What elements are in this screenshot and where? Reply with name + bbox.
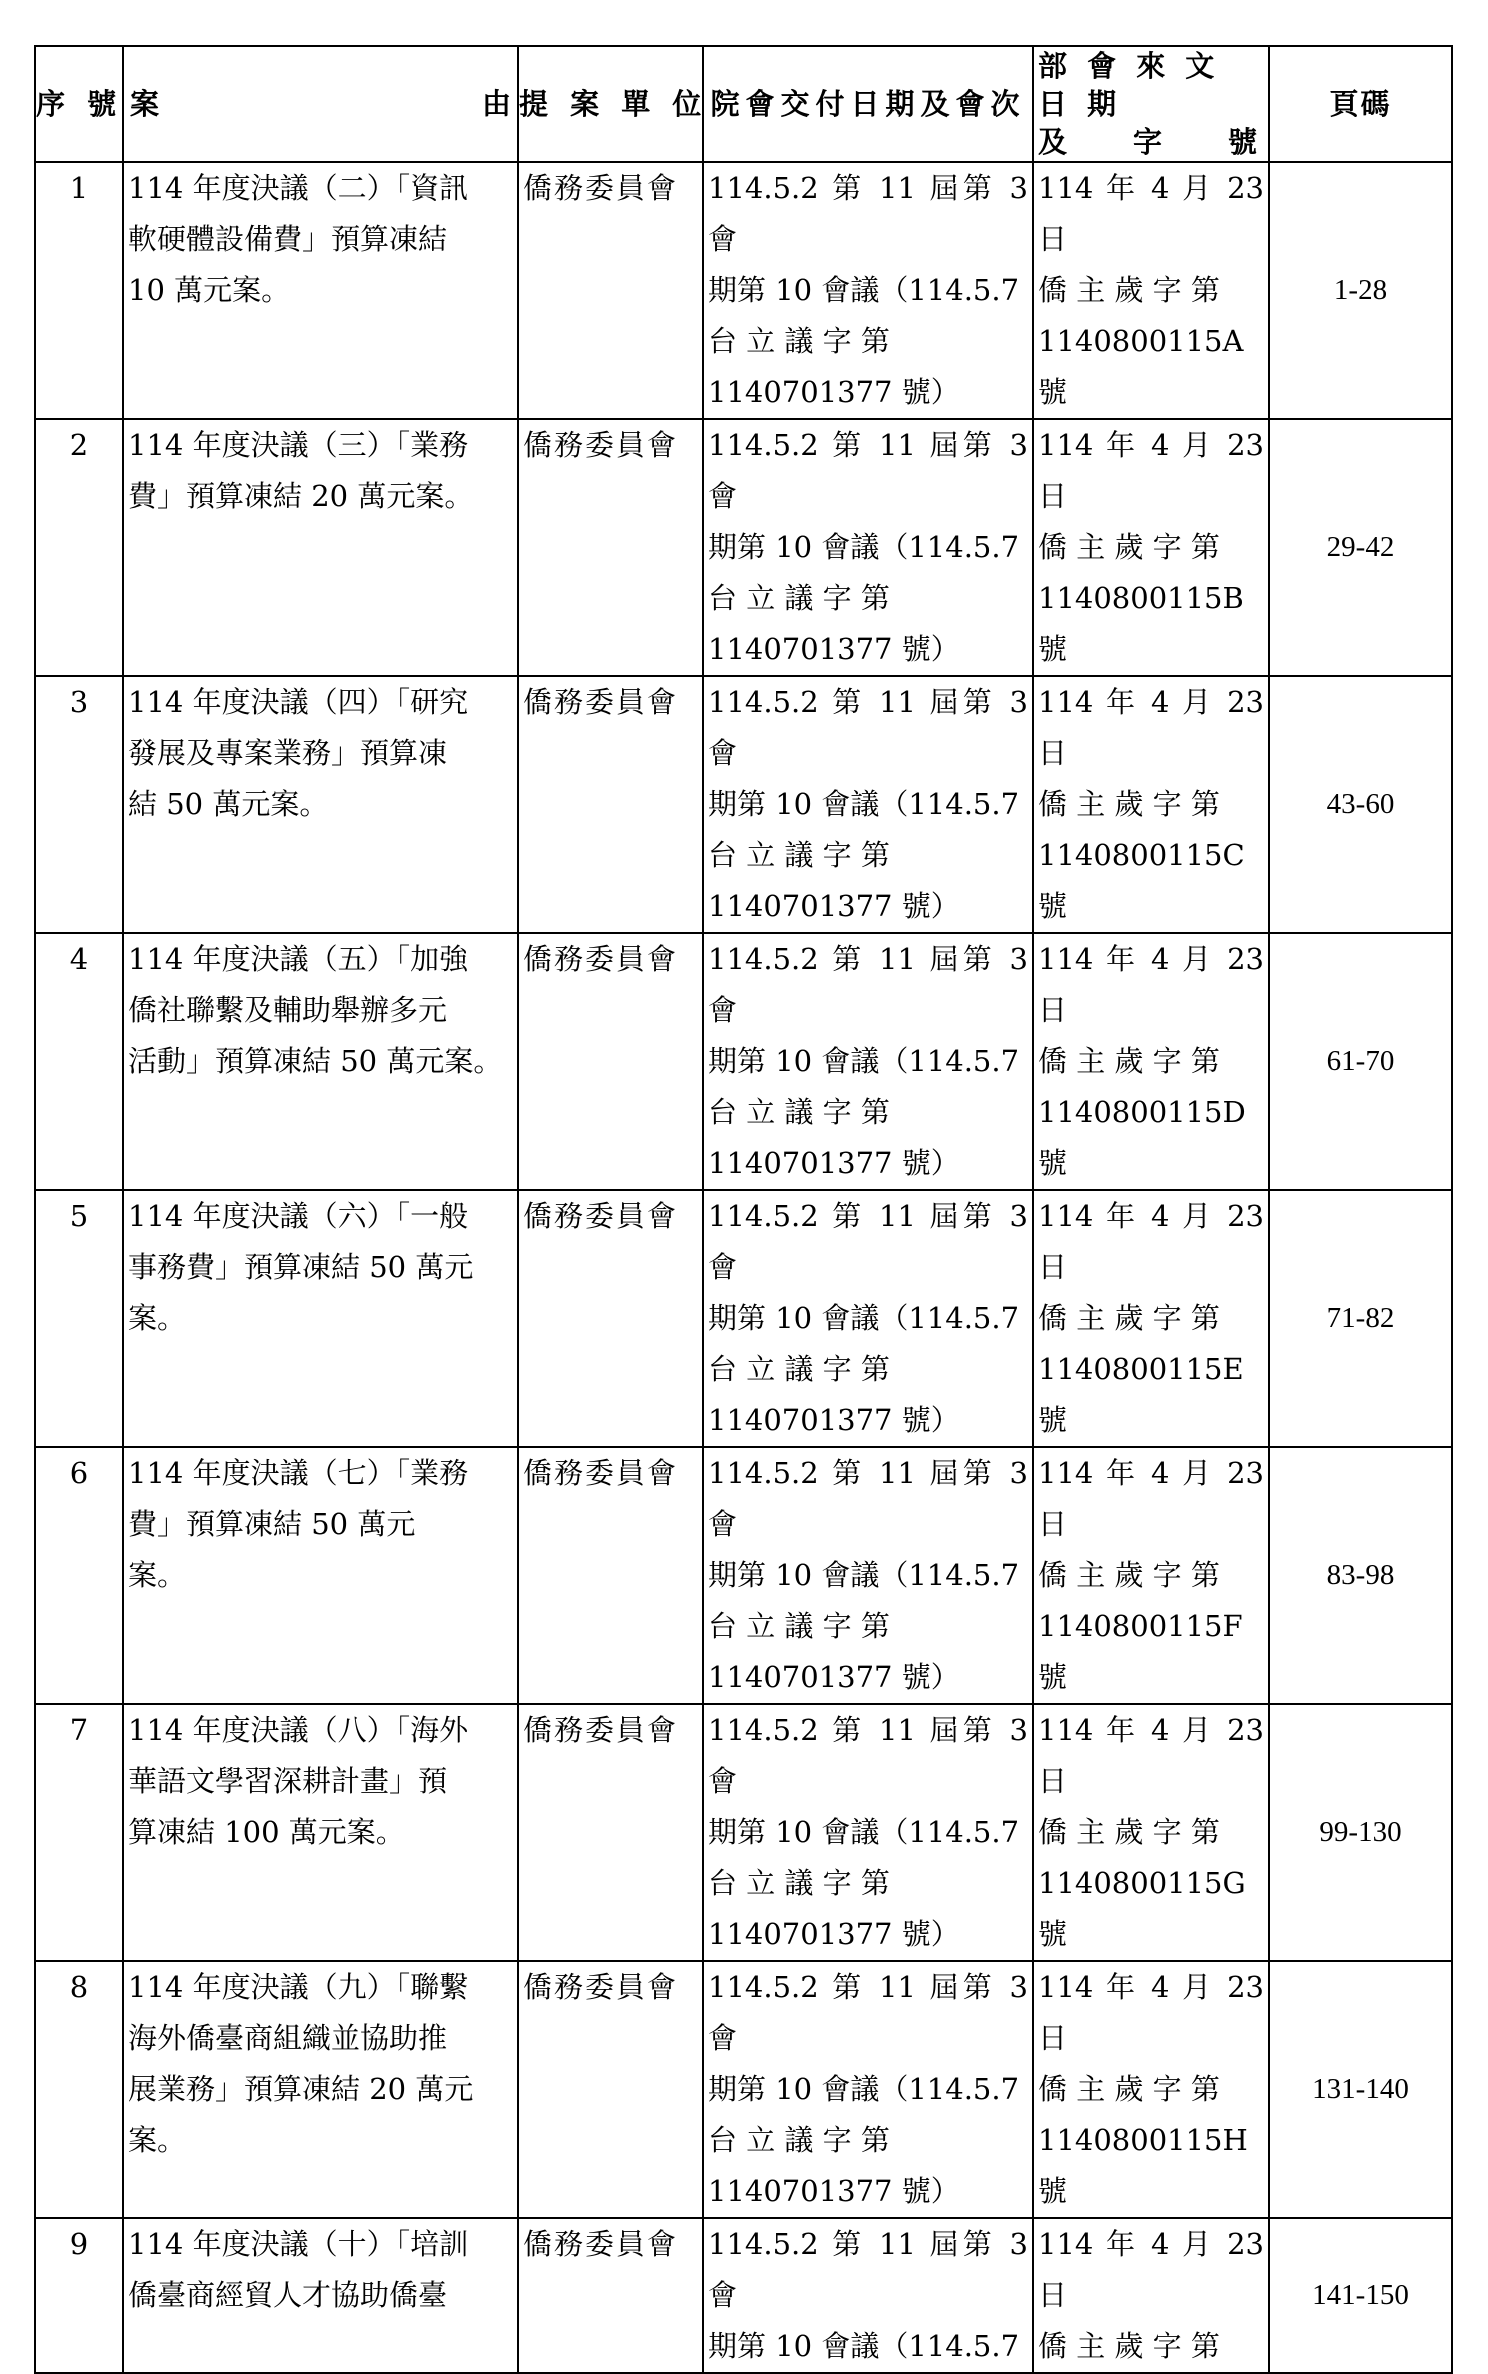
row-case [123,162,518,419]
row-date-text: 114.5.2 第 11 屆第 3 會 期第 10 會議（114.5.7 [708,2227,1028,2363]
row-date-text: 114.5.2 第 11 屆第 3 會 期第 10 會議（114.5.7 台 立 議 字 第 1140701377 號） [708,1199,1028,1437]
table-row [35,1704,1452,1961]
row-unit-text: 僑務委員會 [523,1456,679,1490]
row-unit [518,676,703,933]
row-ref [1033,2218,1269,2373]
row-ref-text: 114 年 4 月 23 日 僑 主 歲 字 第 1140800115H 號 [1038,1970,1264,2208]
row-date [703,1961,1033,2218]
row-unit-text: 僑務委員會 [523,942,679,976]
row-date-text: 114.5.2 第 11 屆第 3 會 期第 10 會議（114.5.7 台 立 議 字 第 1140701377 號） [708,428,1028,666]
row-unit [518,933,703,1190]
row-page [1269,1190,1452,1447]
header-ref [1033,46,1269,162]
row-ref-text: 114 年 4 月 23 日 僑 主 歲 字 第 [1038,2227,1264,2363]
row-date-text: 114.5.2 第 11 屆第 3 會 期第 10 會議（114.5.7 台 立 議 字 第 1140701377 號） [708,942,1028,1180]
row-ref-text: 114 年 4 月 23 日 僑 主 歲 字 第 1140800115E 號 [1038,1199,1264,1437]
header-unit: 提 案 單 位 [518,46,703,162]
header-ref-line2 [1038,123,1268,161]
header-case-end: 由 [481,86,511,121]
row-date-text: 114.5.2 第 11 屆第 3 會 期第 10 會議（114.5.7 台 立 議 字 第 1140701377 號） [708,1456,1028,1694]
row-case-text: 114 年度決議（七）「業務 費」預算凍結 50 萬元 案。 [128,1456,469,1592]
row-page-text: 83-98 [1326,1559,1395,1591]
row-case [123,676,518,933]
row-page-text: 141-150 [1312,2279,1409,2311]
table-row [35,933,1452,1190]
row-ref-text: 114 年 4 月 23 日 僑 主 歲 字 第 1140800115F 號 [1038,1456,1264,1694]
row-unit-text: 僑務委員會 [523,1713,679,1747]
row-seq-text: 6 [69,1456,89,1490]
row-ref [1033,1961,1269,2218]
row-page-text: 71-82 [1326,1302,1395,1334]
row-unit [518,2218,703,2373]
row-page-text: 43-60 [1326,788,1395,820]
row-seq-text: 2 [69,428,89,462]
resolution-table [34,45,1453,2374]
header-ref-line2-b: 字 [1132,125,1167,159]
row-ref [1033,1704,1269,1961]
table-row [35,676,1452,933]
row-page [1269,162,1452,419]
row-case-text: 114 年度決議（五）「加強 僑社聯繫及輔助舉辦多元 活動」預算凍結 50 萬元案。 [128,942,503,1078]
row-unit [518,1447,703,1704]
row-ref [1033,162,1269,419]
row-ref [1033,676,1269,933]
row-page [1269,1704,1452,1961]
table-row [35,2218,1452,2373]
row-unit [518,1190,703,1447]
row-ref [1033,419,1269,676]
header-date: 院會交付日期及會次 [703,46,1033,162]
row-unit [518,1704,703,1961]
row-ref [1033,1447,1269,1704]
row-case [123,1961,518,2218]
row-page [1269,419,1452,676]
row-seq-text: 9 [69,2227,89,2261]
row-ref-text: 114 年 4 月 23 日 僑 主 歲 字 第 1140800115C 號 [1038,685,1264,923]
header-seq: 序 號 [35,46,123,162]
row-date-text: 114.5.2 第 11 屆第 3 會 期第 10 會議（114.5.7 台 立 議 字 第 1140701377 號） [708,1970,1028,2208]
row-case [123,1190,518,1447]
row-date-text: 114.5.2 第 11 屆第 3 會 期第 10 會議（114.5.7 台 立 議 字 第 1140701377 號） [708,685,1028,923]
row-seq-text: 5 [69,1199,89,1233]
row-seq [35,933,123,1190]
row-seq-text: 8 [69,1970,89,2004]
row-seq [35,1961,123,2218]
row-case [123,1704,518,1961]
row-date [703,1704,1033,1961]
row-unit-text: 僑務委員會 [523,1199,679,1233]
header-ref-line2-a: 及 [1038,125,1073,159]
row-unit [518,419,703,676]
row-ref-text: 114 年 4 月 23 日 僑 主 歲 字 第 1140800115G 號 [1038,1713,1264,1951]
row-case-text: 114 年度決議（六）「一般 事務費」預算凍結 50 萬元 案。 [128,1199,474,1335]
row-ref [1033,933,1269,1190]
row-date [703,1190,1033,1447]
row-case [123,2218,518,2373]
row-page-text: 131-140 [1312,2073,1409,2105]
row-page [1269,1447,1452,1704]
row-date [703,676,1033,933]
row-case-text: 114 年度決議（八）「海外 華語文學習深耕計畫」預 算凍結 100 萬元案。 [128,1713,469,1849]
row-case-text: 114 年度決議（二）「資訊 軟硬體設備費」預算凍結 10 萬元案。 [128,171,469,307]
row-unit-text: 僑務委員會 [523,685,679,719]
row-unit-text: 僑務委員會 [523,2227,679,2261]
row-ref-text: 114 年 4 月 23 日 僑 主 歲 字 第 1140800115A 號 [1038,171,1264,409]
row-unit [518,1961,703,2218]
header-page: 頁碼 [1269,46,1452,162]
row-ref-text: 114 年 4 月 23 日 僑 主 歲 字 第 1140800115D 號 [1038,942,1264,1180]
table-row [35,1447,1452,1704]
table-row [35,162,1452,419]
row-case [123,419,518,676]
row-unit-text: 僑務委員會 [523,428,679,462]
row-date [703,162,1033,419]
header-case [123,46,518,162]
row-seq-text: 7 [69,1713,89,1747]
header-case-start: 案 [130,86,160,121]
row-seq [35,1704,123,1961]
row-seq-text: 3 [69,685,89,719]
header-ref-line2-c: 號 [1227,125,1262,159]
row-case [123,933,518,1190]
row-seq-text: 4 [69,942,89,976]
row-ref-text: 114 年 4 月 23 日 僑 主 歲 字 第 1140800115B 號 [1038,428,1264,666]
row-date [703,2218,1033,2373]
header-ref-line1: 部 會 來 文 日 期 [1038,49,1220,121]
row-page [1269,933,1452,1190]
row-case-text: 114 年度決議（十）「培訓 僑臺商經貿人才協助僑臺 [128,2227,469,2312]
row-case-text: 114 年度決議（四）「研究 發展及專案業務」預算凍 結 50 萬元案。 [128,685,469,821]
row-seq [35,1190,123,1447]
row-date [703,419,1033,676]
row-seq [35,419,123,676]
row-unit-text: 僑務委員會 [523,171,679,205]
row-page [1269,676,1452,933]
row-case-text: 114 年度決議（九）「聯繫 海外僑臺商組織並協助推 展業務」預算凍結 20 萬元 案。 [128,1970,474,2157]
row-unit [518,162,703,419]
row-case-text: 114 年度決議（三）「業務 費」預算凍結 20 萬元案。 [128,428,474,513]
row-unit-text: 僑務委員會 [523,1970,679,2004]
row-date [703,933,1033,1190]
row-ref [1033,1190,1269,1447]
row-seq-text: 1 [69,171,89,205]
row-case [123,1447,518,1704]
row-seq [35,162,123,419]
table-body [35,162,1452,2373]
row-date [703,1447,1033,1704]
row-page [1269,2218,1452,2373]
row-page [1269,1961,1452,2218]
row-page-text: 61-70 [1326,1045,1395,1077]
table-row [35,419,1452,676]
table-row [35,1961,1452,2218]
row-seq [35,2218,123,2373]
row-page-text: 99-130 [1319,1816,1402,1848]
row-seq [35,1447,123,1704]
row-seq [35,676,123,933]
row-date-text: 114.5.2 第 11 屆第 3 會 期第 10 會議（114.5.7 台 立 議 字 第 1140701377 號） [708,1713,1028,1951]
table-row [35,1190,1452,1447]
row-date-text: 114.5.2 第 11 屆第 3 會 期第 10 會議（114.5.7 台 立 議 字 第 1140701377 號） [708,171,1028,409]
row-page-text: 1-28 [1333,274,1388,306]
row-page-text: 29-42 [1326,531,1395,563]
table-header-row [35,46,1452,162]
